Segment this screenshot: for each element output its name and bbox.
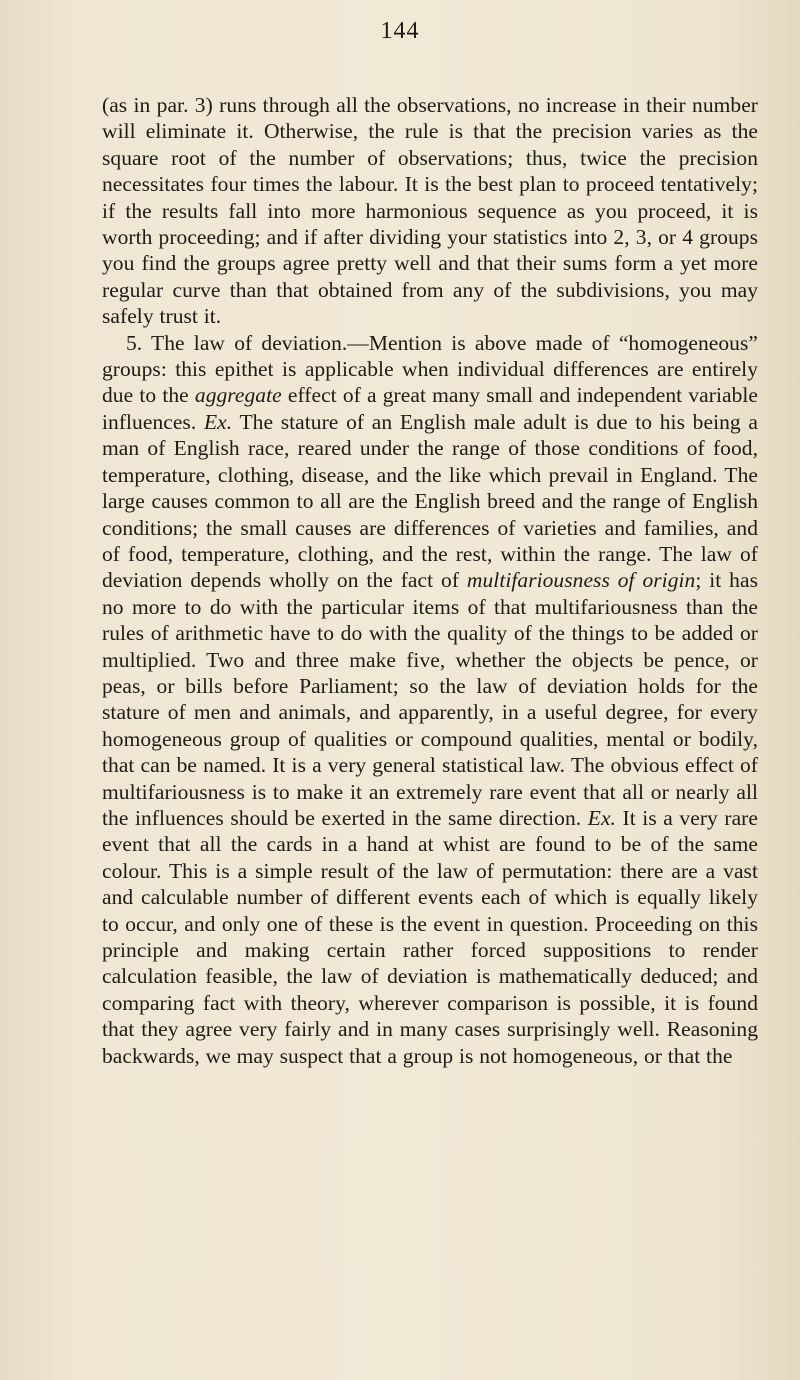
page-number: 144 [380,18,420,44]
text-run: ; it has no more to do with the particular items of that multifariousness than the rules of arithmetic have to do with the quality of the things to be added or multiplied. Two and three make five, whether the objects be pence, or peas, or bills before Parliament; so the law of deviation holds for the stature of men and animals, and apparently, in a useful degree, for every homogeneous group of qualities or compound qualities, mental or bodily, that can be named. It is a very general statistical law. The obvious effect of multifariousness is to make it an extremely rare event that all or nearly all the influences should be exerted in the same direction. [102,568,758,830]
text-run: 5. The law of deviation.—Mention is above made of “homogeneous” groups: this epithet is applicable when individual differences are entirely due to the [102,330,758,408]
paragraph-section-5 [102,330,758,1069]
italic-term-aggregate: aggregate [194,383,282,408]
italic-term-multifariousness: multifariousness of origin [466,568,696,593]
text-run: The stature of an English male adult is due to his being a man of English race, reared under the range of those conditions of food, temperature, clothing, disease, and the like which prevail in England. The large causes common to all are the English breed and the range of English conditions; the small causes are differences of varieties and families, and of food, temperature, clothing, and the rest, within the range. The law of deviation depends wholly on the fact of [102,409,758,593]
body-text [102,92,758,1069]
paragraph-continued: (as in par. 3) runs through all the observations, no increase in their number will eliminate it. Otherwise, the rule is that the precision varies as the square root of the number of observations; thus, twice the precision necessitates four times the labour. It is the best plan to proceed tentatively; if the results fall into more harmonious sequence as you proceed, it is worth proceeding; and if after dividing your statistics into 2, 3, or 4 groups you find the groups agree pretty well and that their sums form a yet more regular curve than that obtained from any of the subdivisions, you may safely trust it. [102,93,758,329]
text-run: effect of a great many small and independent variable influences. [102,383,758,434]
text-run: It is a very rare event that all the cards in a hand at whist are found to be of the same colour. This is a simple result of the law of permutation: there are a vast and calculable number of different events each of which is equally likely to occur, and only one of these is the event in question. Proceeding on this principle and making certain rather forced suppositions to render calculation feasible, the law of deviation is mathematically deduced; and comparing fact with theory, wherever comparison is possible, it is found that they agree very fairly and in many cases surprisingly well. Reasoning backwards, we may suspect that a group is not homogeneous, or that the [102,805,758,1068]
italic-ex-label: Ex. [203,409,233,434]
italic-ex-label: Ex. [587,805,616,830]
